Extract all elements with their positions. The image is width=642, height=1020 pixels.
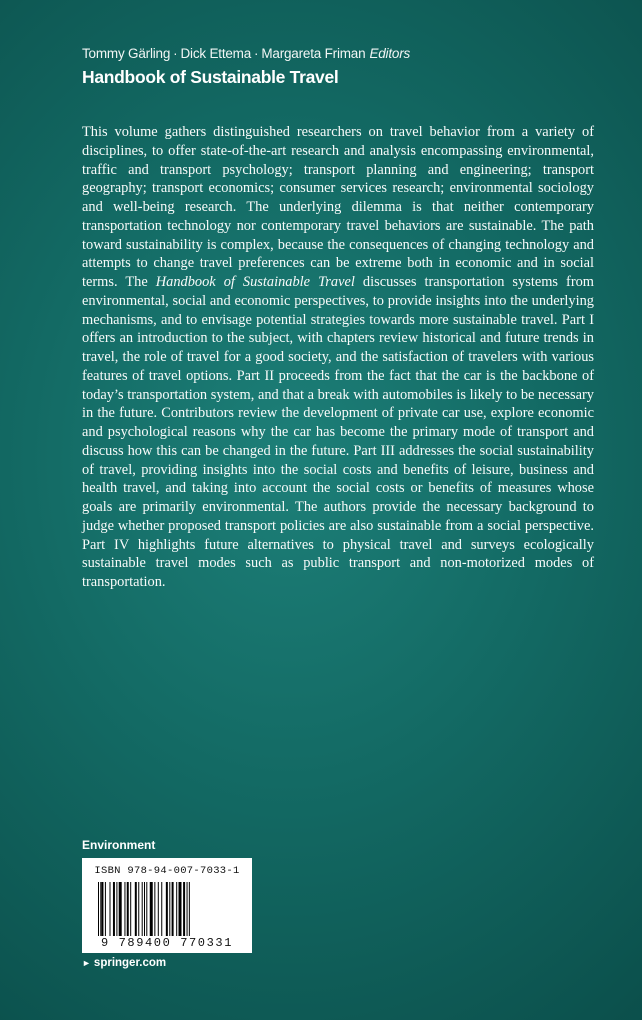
- website-label: springer.com: [93, 957, 167, 969]
- publisher-website-link[interactable]: [82, 957, 166, 969]
- description-text: discusses transportation systems from environmental, social and economic perspectives, to provide insights into the underlying mechanisms, and to envisage potential strategies towards more sustainable travel. Part I offers an introduction to the subject, with chapters review historical and future trends in travel, the role of travel for a good society, and the satisfaction of travelers with various features of travel options. Part II proceeds from the fact that the car is the backbone of today’s transportation system, and that a break with automobiles is likely to be necessary in the future. Contributors review the development of private car use, explore economic and psychological reasons why the car has become the primary mode of transport and discuss how this can be changed in the future. Part III addresses the social sustainability of travel, providing insights into the social costs and benefits of leisure, business and health travel, and taking into account the social costs or benefits of measures whose goals are primarily environmental. The authors provide the necessary background to judge whether proposed transport policies are also sustainable from a social perspective. Part IV highlights future alternatives to physical travel and surveys ecologically sustainable travel modes such as public transport and non-motorized modes of transportation.: [82, 274, 594, 590]
- isbn-label: ISBN 978-94-007-7033-1: [94, 865, 240, 877]
- barcode-digits: 9 789400 770331: [100, 936, 234, 950]
- editor-name: Margareta Friman: [261, 46, 366, 61]
- editor-name: Dick Ettema: [180, 46, 252, 61]
- editor-name: Tommy Gärling: [82, 46, 171, 61]
- barcode-icon: [94, 882, 240, 936]
- arrow-right-icon: ►: [82, 958, 91, 968]
- editor-separator: ·: [254, 46, 259, 61]
- book-title: Handbook of Sustainable Travel: [82, 67, 339, 87]
- editors-line: [82, 46, 410, 61]
- editors-role-label: Editors: [369, 46, 411, 61]
- description-italic-title: Handbook of Sustainable Travel: [155, 274, 355, 290]
- book-description: [82, 123, 594, 592]
- isbn-barcode: [82, 858, 252, 953]
- editor-separator: ·: [173, 46, 178, 61]
- subject-category: Environment: [82, 838, 156, 852]
- description-text: This volume gathers distinguished researchers on travel behavior from a variety of disciplines, to offer state-of-the-art research and analysis encompassing environmental, traffic and transport psychology; transport planning and engineering; transport geography; transport economics; consumer services research; environmental sociology and well-being research. The underlying dilemma is that neither contemporary transportation technology nor contemporary travel behaviors are sustainable. The path toward sustainability is complex, because the consequences of changing technology and attempts to change travel preferences can be extreme both in economic and in social terms. The: [82, 124, 594, 290]
